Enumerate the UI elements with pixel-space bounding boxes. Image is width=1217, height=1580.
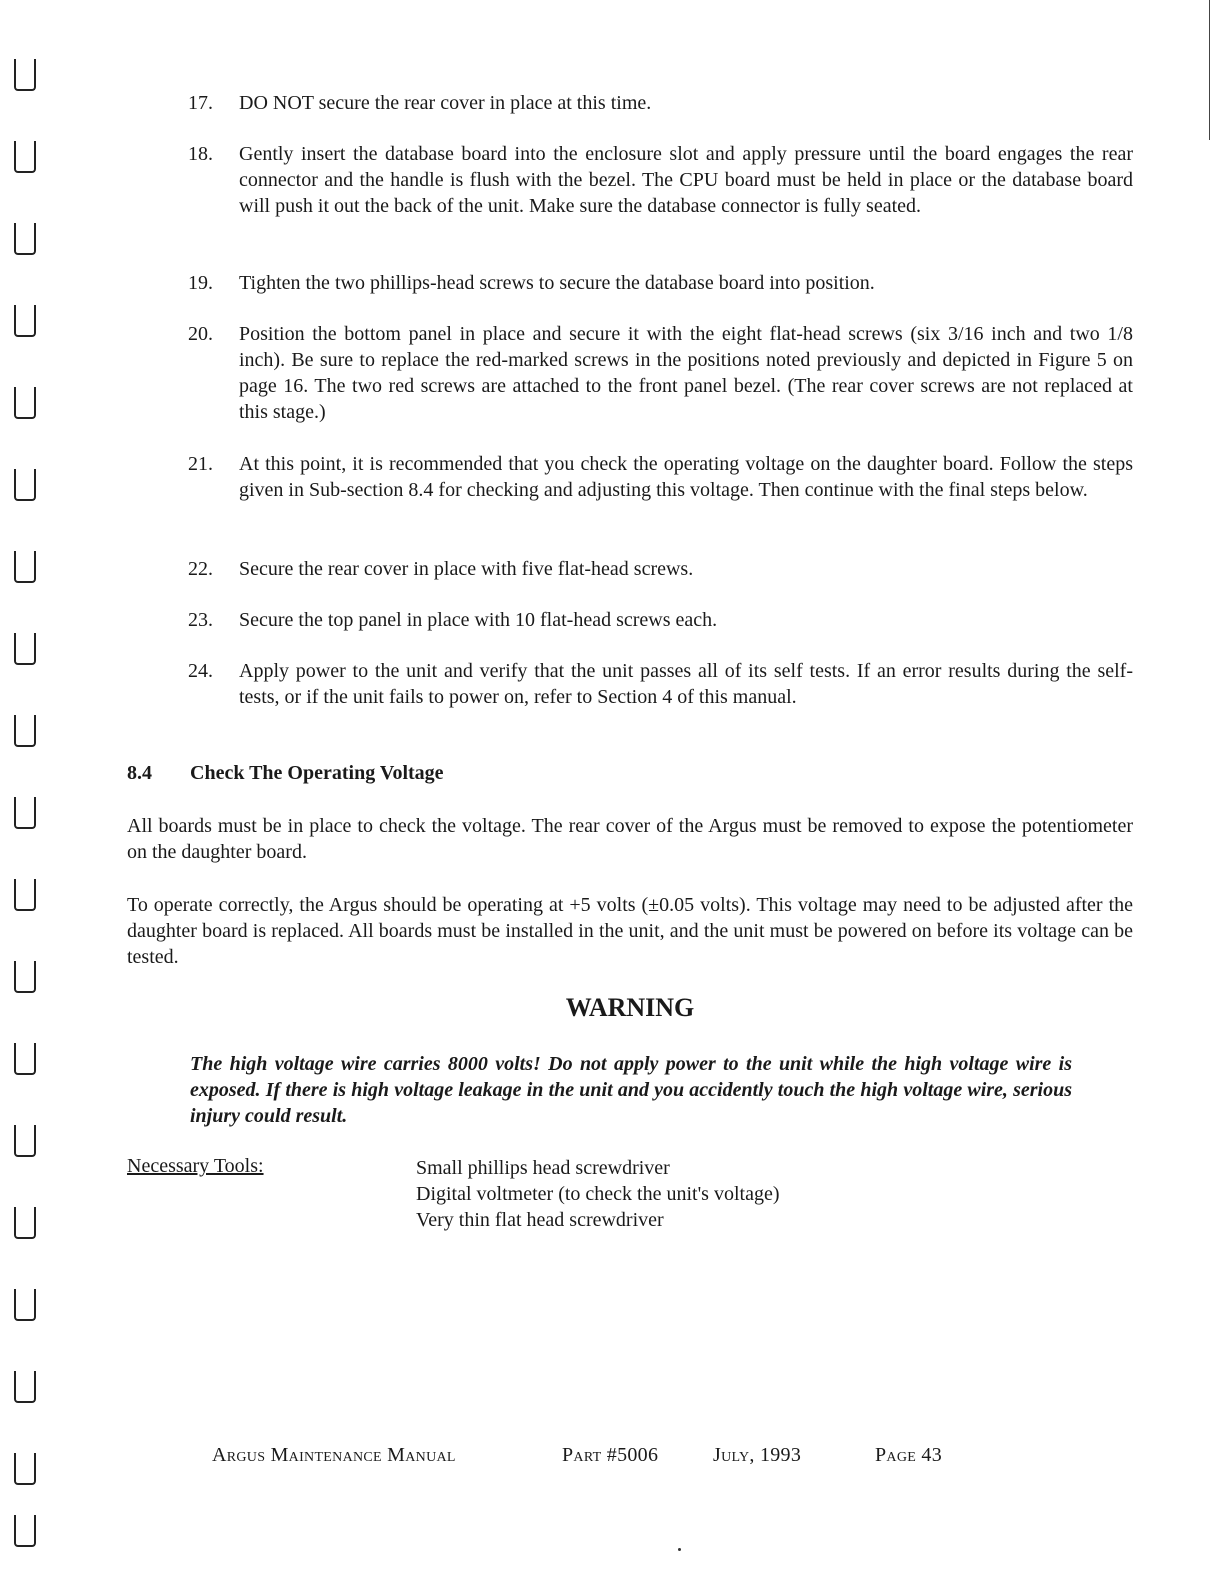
binder-mark — [14, 715, 36, 747]
step-number: 19. — [188, 272, 213, 294]
footer-page-number: Page 43 — [875, 1444, 942, 1466]
step-text: DO NOT secure the rear cover in place at this time. — [239, 92, 652, 114]
step-text: Secure the top panel in place with 10 flat-head screws each. — [239, 609, 718, 631]
step-number: 18. — [188, 143, 213, 165]
step-22 — [188, 556, 1133, 582]
binder-mark — [14, 59, 36, 91]
step-text: Secure the rear cover in place with five flat-head screws. — [239, 558, 694, 580]
binder-mark — [14, 387, 36, 419]
footer-date: July, 1993 — [713, 1444, 802, 1466]
step-18 — [188, 141, 1133, 219]
binder-mark — [14, 141, 36, 173]
section-number: 8.4 — [127, 762, 152, 784]
binder-mark — [14, 1515, 36, 1547]
tool-item: Digital voltmeter (to check the unit's voltage) — [416, 1183, 780, 1205]
binder-mark — [14, 305, 36, 337]
step-21 — [188, 451, 1133, 503]
binder-mark — [14, 879, 36, 911]
step-number: 24. — [188, 660, 213, 682]
step-text: Apply power to the unit and verify that the unit passes all of its self tests. If an error results during the self-tests, or if the unit fails to power on, refer to Section 4 of this manual. — [239, 660, 1133, 708]
binder-mark — [14, 961, 36, 993]
step-17 — [188, 90, 1133, 116]
paragraph: To operate correctly, the Argus should be operating at +5 volts (±0.05 volts). This voltage may need to be adjusted after the daughter board is replaced. All boards must be installed in the unit, and the unit must be powered on before its voltage can be tested. — [127, 894, 1133, 968]
section-title: Check The Operating Voltage — [190, 762, 444, 784]
page-edge-line — [1209, 0, 1210, 140]
binder-mark — [14, 1207, 36, 1239]
step-text: At this point, it is recommended that you check the operating voltage on the daughter board. Follow the steps given in Sub-section 8.4 for checking and adjusting this voltage. Then continue with the final steps below. — [239, 453, 1133, 501]
paragraph: All boards must be in place to check the voltage. The rear cover of the Argus must be removed to expose the potentiometer on the daughter board. — [127, 815, 1133, 863]
step-19 — [188, 270, 1133, 296]
binder-mark — [14, 551, 36, 583]
step-text: Gently insert the database board into the enclosure slot and apply pressure until the board engages the rear connector and the handle is flush with the bezel. The CPU board must be held in place or the database board will push it out the back of the unit. Make sure the database connector is fully seated. — [239, 143, 1133, 217]
binder-marks — [14, 55, 44, 1555]
binder-mark — [14, 1125, 36, 1157]
binder-mark — [14, 1289, 36, 1321]
step-number: 20. — [188, 323, 213, 345]
step-20 — [188, 321, 1133, 425]
warning-text: The high voltage wire carries 8000 volts! Do not apply power to the unit while the high voltage wire is exposed. If there is high voltage leakage in the unit and you accidently touch the high voltage wire, serious injury could result. — [190, 1053, 1072, 1127]
footer-manual-title: Argus Maintenance Manual — [212, 1444, 456, 1466]
step-24 — [188, 658, 1133, 710]
binder-mark — [14, 797, 36, 829]
binder-mark — [14, 633, 36, 665]
tool-item: Very thin flat head screwdriver — [416, 1209, 664, 1231]
binder-mark — [14, 1371, 36, 1403]
binder-mark — [14, 223, 36, 255]
step-text: Position the bottom panel in place and secure it with the eight flat-head screws (six 3/16 inch and two 1/8 inch). Be sure to replace the red-marked screws in the positions noted previously and depicted in Figure 5 on page 16. The two red screws are attached to the front panel bezel. (The rear cover screws are not replaced at this stage.) — [239, 323, 1133, 423]
step-23 — [188, 607, 1133, 633]
step-text: Tighten the two phillips-head screws to secure the database board into position. — [239, 272, 875, 294]
footer-part-number: Part #5006 — [562, 1444, 659, 1466]
binder-mark — [14, 469, 36, 501]
step-number: 21. — [188, 453, 213, 475]
warning-title: WARNING — [565, 993, 695, 1022]
binder-mark — [14, 1043, 36, 1075]
tools-label: Necessary Tools: — [127, 1155, 264, 1177]
step-number: 23. — [188, 609, 213, 631]
step-number: 17. — [188, 92, 213, 114]
binder-mark — [14, 1453, 36, 1485]
scan-speck — [678, 1548, 681, 1551]
tool-item: Small phillips head screwdriver — [416, 1157, 670, 1179]
tools-list — [416, 1155, 780, 1233]
section-heading — [127, 762, 444, 785]
step-number: 22. — [188, 558, 213, 580]
